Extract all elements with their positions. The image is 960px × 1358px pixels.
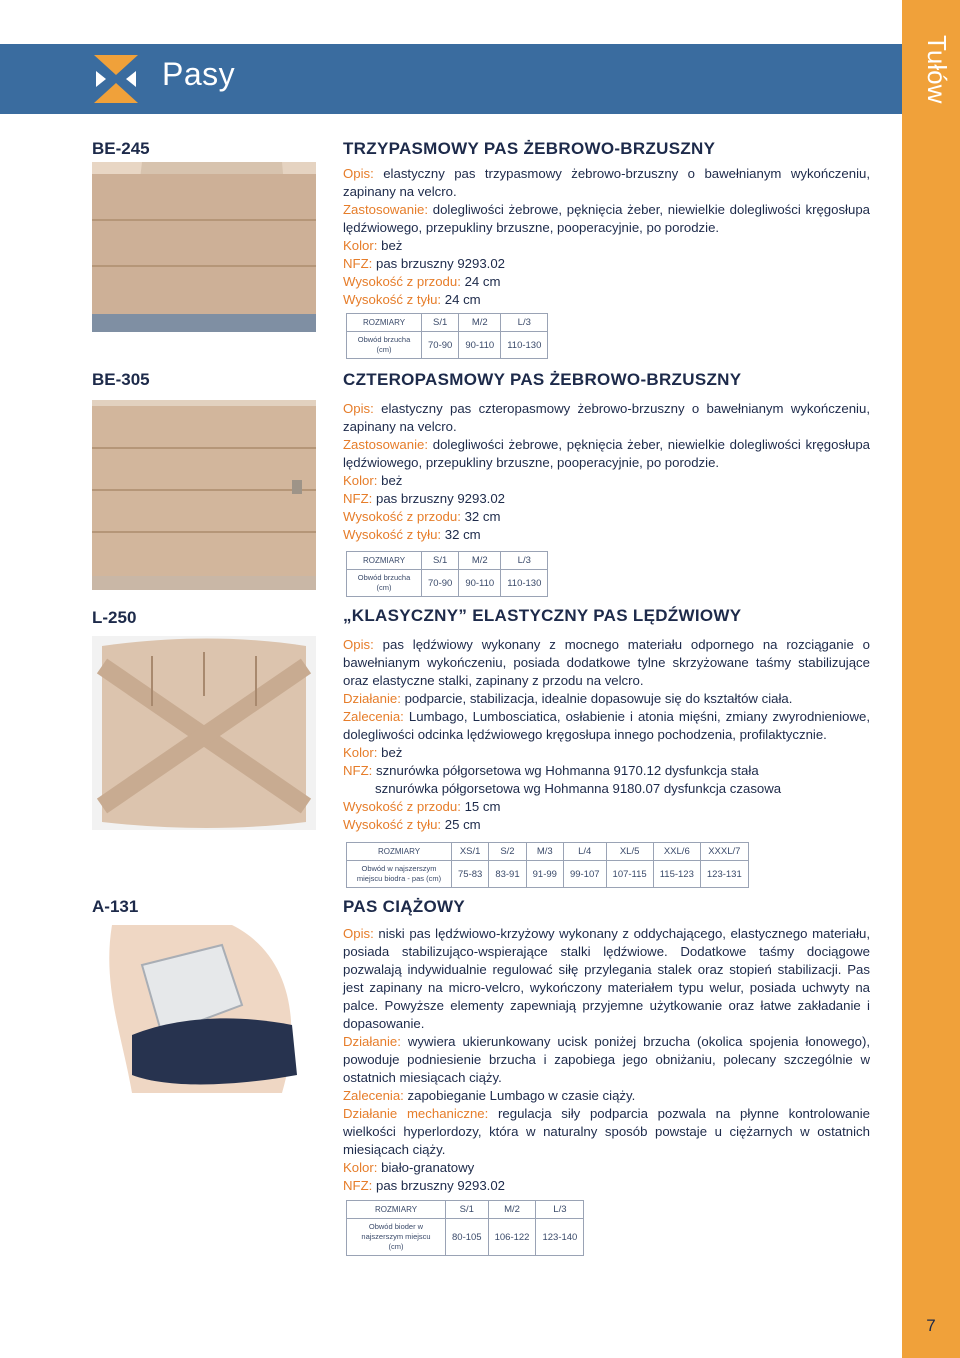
product-description <box>343 606 870 834</box>
zastosowanie-paragraph: Zastosowanie: dolegliwości żebrowe, pęknięcia żeber, niewielkie dolegliwości kręgosłupa lędźwiowego, przepukliny brzuszne, pooperacyjnie, po porodzie. <box>343 437 870 470</box>
nfz-line: NFZ: pas brzuszny 9293.02 <box>343 1178 506 1193</box>
product-photo <box>92 162 316 332</box>
zalecenia-paragraph: Zalecenia: zapobieganie Lumbago w czasie ciąży. <box>343 1088 636 1103</box>
page-number: 7 <box>926 1316 936 1335</box>
size-table: ROZMIARY XS/1 S/2 M/3 L/4 XL/5 XXL/6 XXXL/7 Obwód w najszerszym miejscu biodra - pas (cm) 75-83 83-91 91-99 99-107 107-115 115-123 123-131 <box>346 842 749 888</box>
belt-illustration <box>92 162 316 332</box>
product-photo <box>92 925 316 1093</box>
zastosowanie-paragraph: Zastosowanie: dolegliwości żebrowe, pęknięcia żeber, niewielkie dolegliwości kręgosłupa lędźwiowego, przepukliny brzuszne, pooperacyjnie, po porodzie. <box>343 202 870 235</box>
dzialanie-paragraph: Działanie: podparcie, stabilizacja, idealnie dopasowuje się do kształtów ciała. <box>343 691 793 706</box>
product-description <box>343 897 870 1195</box>
opis-paragraph: Opis: elastyczny pas trzypasmowy żebrowo-brzuszny o bawełnianym wykończeniu, zapinany na velcro. <box>343 166 870 199</box>
belt-illustration <box>92 636 316 830</box>
zalecenia-paragraph: Zalecenia: Lumbago, Lumbosciatica, osłabienie i atonia mięśni, zmiany zwyrodnieniowe, dolegliwości odcinka lędźwiowego kręgosłupa innego pochodzenia, profilaktycznie. <box>343 709 870 742</box>
section-title: Tułów <box>922 35 952 104</box>
nfz-line: NFZ: pas brzuszny 9293.02 <box>343 491 506 506</box>
belt-illustration <box>92 400 316 590</box>
height-back-line: Wysokość z tyłu: 25 cm <box>343 817 481 832</box>
size-table: ROZMIARY S/1 M/2 L/3 Obwód brzucha (cm) 70-90 90-110 110-130 <box>346 551 548 597</box>
height-back-line: Wysokość z tyłu: 24 cm <box>343 292 481 307</box>
product-photo <box>92 400 316 590</box>
opis-paragraph: Opis: elastyczny pas czteropasmowy żebrowo-brzuszny o bawełnianym wykończeniu, zapinany na velcro. <box>343 401 870 434</box>
kolor-line: Kolor: beż <box>343 473 403 488</box>
product-code: L-250 <box>92 608 137 627</box>
nfz-line-2: sznurówka półgorsetowa wg Hohmanna 9180.07 dysfunkcja czasowa <box>375 781 782 796</box>
product-code: BE-305 <box>92 370 150 389</box>
dzialanie-mechaniczne-paragraph: Działanie mechaniczne: regulacja siły podparcia pozwala na płynne kontrolowanie wielkości hyperlordozy, która w naturalny sposób powstaje u ciężarnych w ostatnich miesiącach ciąży. <box>343 1106 870 1157</box>
product-name: TRZYPASMOWY PAS ŻEBROWO-BRZUSZNY <box>343 139 716 158</box>
dzialanie-paragraph: Działanie: wywiera ukierunkowany ucisk poniżej brzucha (okolica spojenia łonowego), powoduje podniesienie brzucha i zapobiega jego obniżaniu, polecany szczególnie w ostatnich miesiącach ciąży. <box>343 1034 871 1085</box>
size-table: ROZMIARY S/1 M/2 L/3 Obwód bioder w najszerszym miejscu (cm) 80-105 106-122 123-140 <box>346 1200 584 1256</box>
page-title: Pasy <box>162 56 236 92</box>
page-header <box>0 44 902 114</box>
kolor-line: Kolor: beż <box>343 238 403 253</box>
size-table: ROZMIARY S/1 M/2 L/3 Obwód brzucha (cm) 70-90 90-110 110-130 <box>346 313 548 359</box>
height-back-line: Wysokość z tyłu: 32 cm <box>343 527 481 542</box>
product-name: PAS CIĄŻOWY <box>343 897 465 916</box>
product-code: BE-245 <box>92 139 150 158</box>
product-description <box>343 139 870 309</box>
product-code: A-131 <box>92 897 139 916</box>
height-front-line: Wysokość z przodu: 24 cm <box>343 274 501 289</box>
opis-paragraph: Opis: pas lędźwiowy wykonany z mocnego materiału odpornego na rozciąganie o bawełnianym wykończeniu, posiada dodatkowe tylne skrzyżowane taśmy stabilizujące oraz elastyczne stalki, zapinany z przodu na velcro. <box>343 637 870 688</box>
side-band <box>902 0 960 1358</box>
product-description <box>343 370 870 544</box>
kolor-line: Kolor: beż <box>343 745 403 760</box>
nfz-line: NFZ: sznurówka półgorsetowa wg Hohmanna 9170.12 dysfunkcja stała <box>343 763 759 778</box>
product-name: „KLASYCZNY” ELASTYCZNY PAS LĘDŹWIOWY <box>343 606 742 625</box>
product-photo <box>92 636 316 830</box>
kolor-line: Kolor: biało-granatowy <box>343 1160 475 1175</box>
product-name: CZTEROPASMOWY PAS ŻEBROWO-BRZUSZNY <box>343 370 742 389</box>
height-front-line: Wysokość z przodu: 32 cm <box>343 509 501 524</box>
opis-paragraph: Opis: niski pas lędźwiowo-krzyżowy wykonany z oddychającego, elastycznego materiału, posiada stabilizująco-wspierające stalki lędźwiowe. Dodatkowe taśmy dociągowe pozwalają indywidualnie regulować siłę przylegania stalek oraz stopień stabilizacji. Pas jest zapinany na micro-velcro, wykończony materiałem typu welur, posiada uchwyty na palce. Powyższe elementy zapewniają przyjemne użytkowanie oraz łatwe zakładanie i dopasowanie. <box>343 926 870 1031</box>
nfz-line: NFZ: pas brzuszny 9293.02 <box>343 256 506 271</box>
logo-icon <box>92 53 140 105</box>
height-front-line: Wysokość z przodu: 15 cm <box>343 799 501 814</box>
belt-illustration <box>92 925 316 1093</box>
